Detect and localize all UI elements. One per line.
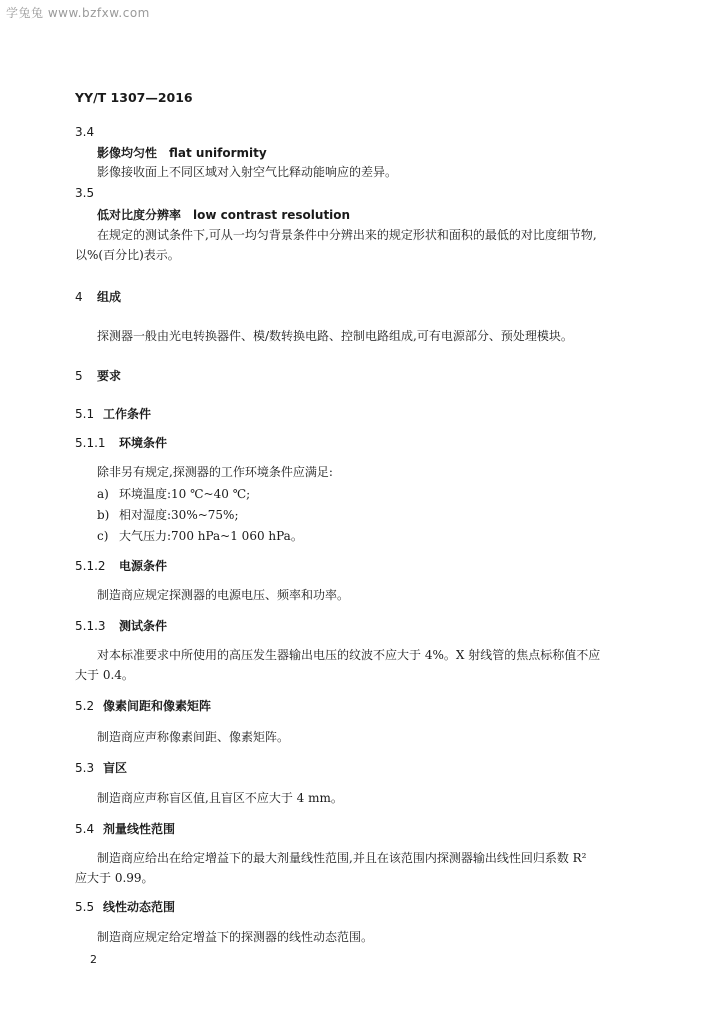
term-low-contrast-resolution (97, 206, 350, 223)
test-condition-line-1: 对本标准要求中所使用的高压发生器输出电压的纹波不应大于 4%。X 射线管的焦点标称值不应 (97, 648, 601, 662)
blind-area-text: 制造商应声称盲区值,且盲区不应大于 4 mm。 (97, 791, 343, 805)
heading-number: 5.1.2 (75, 559, 106, 573)
heading-number: 5.4 (75, 822, 95, 836)
heading-title: 要求 (97, 369, 122, 383)
heading-number: 5.1.3 (75, 619, 106, 633)
watermark-text: 学兔兔 www.bzfxw.com (6, 6, 150, 20)
heading-4 (75, 288, 121, 305)
heading-title: 工作条件 (103, 407, 152, 421)
heading-5 (75, 367, 121, 384)
heading-5-5 (75, 898, 175, 915)
section-3-5-number: 3.5 (75, 186, 95, 200)
heading-number: 4 (75, 290, 83, 304)
heading-title: 剂量线性范围 (103, 822, 176, 836)
heading-title: 环境条件 (119, 436, 168, 450)
heading-title: 电源条件 (119, 559, 168, 573)
list-item-label: c) (97, 529, 109, 543)
list-item (97, 527, 303, 544)
definition-flat-uniformity: 影像接收面上不同区域对入射空气比释动能响应的差异。 (97, 165, 398, 179)
heading-title: 组成 (97, 290, 122, 304)
heading-number: 5.5 (75, 900, 95, 914)
dose-linearity-line-2: 应大于 0.99。 (75, 871, 154, 885)
definition-line-1: 在规定的测试条件下,可从一均匀背景条件中分辨出来的规定形状和面积的最低的对比度细节物, (97, 228, 597, 242)
heading-number: 5.3 (75, 761, 95, 775)
heading-number: 5.1.1 (75, 436, 106, 450)
heading-title: 线性动态范围 (103, 900, 176, 914)
term-flat-uniformity (97, 144, 267, 161)
heading-title: 测试条件 (119, 619, 168, 633)
heading-5-2 (75, 697, 211, 714)
list-item (97, 485, 250, 502)
pixel-text: 制造商应声称像素间距、像素矩阵。 (97, 730, 290, 744)
list-item-text: 环境温度:10 ℃~40 ℃; (119, 487, 251, 501)
dose-linearity-line-1: 制造商应给出在给定增益下的最大剂量线性范围,并且在该范围内探测器输出线性回归系数 R² (97, 851, 587, 865)
page-number: 2 (90, 953, 97, 966)
environment-intro: 除非另有规定,探测器的工作环境条件应满足: (97, 465, 333, 479)
term-cn: 低对比度分辨率 (97, 208, 182, 222)
list-item-label: a) (97, 487, 109, 501)
composition-text: 探测器一般由光电转换器件、模/数转换电路、控制电路组成,可有电源部分、预处理模块。 (97, 329, 573, 343)
heading-5-3 (75, 759, 127, 776)
heading-number: 5.2 (75, 699, 95, 713)
heading-5-4 (75, 820, 175, 837)
standard-number: YY/T 1307—2016 (75, 90, 193, 105)
list-item-text: 大气压力:700 hPa~1 060 hPa。 (119, 529, 303, 543)
list-item-text: 相对湿度:30%~75%; (119, 508, 239, 522)
heading-5-1-2 (75, 557, 167, 574)
heading-number: 5 (75, 369, 83, 383)
test-condition-line-2: 大于 0.4。 (75, 668, 134, 682)
heading-5-1-3 (75, 617, 167, 634)
heading-5-1-1 (75, 434, 167, 451)
power-text: 制造商应规定探测器的电源电压、频率和功率。 (97, 588, 350, 602)
heading-title: 像素间距和像素矩阵 (103, 699, 212, 713)
heading-number: 5.1 (75, 407, 95, 421)
heading-5-1 (75, 405, 151, 422)
list-item-label: b) (97, 508, 110, 522)
term-en: low contrast resolution (193, 208, 351, 222)
list-item (97, 506, 239, 523)
term-cn: 影像均匀性 (97, 146, 158, 160)
heading-title: 盲区 (103, 761, 128, 775)
definition-line-2: 以%(百分比)表示。 (75, 248, 180, 262)
term-en: flat uniformity (169, 146, 267, 160)
dynamic-range-text: 制造商应规定给定增益下的探测器的线性动态范围。 (97, 930, 374, 944)
section-3-4-number: 3.4 (75, 125, 95, 139)
